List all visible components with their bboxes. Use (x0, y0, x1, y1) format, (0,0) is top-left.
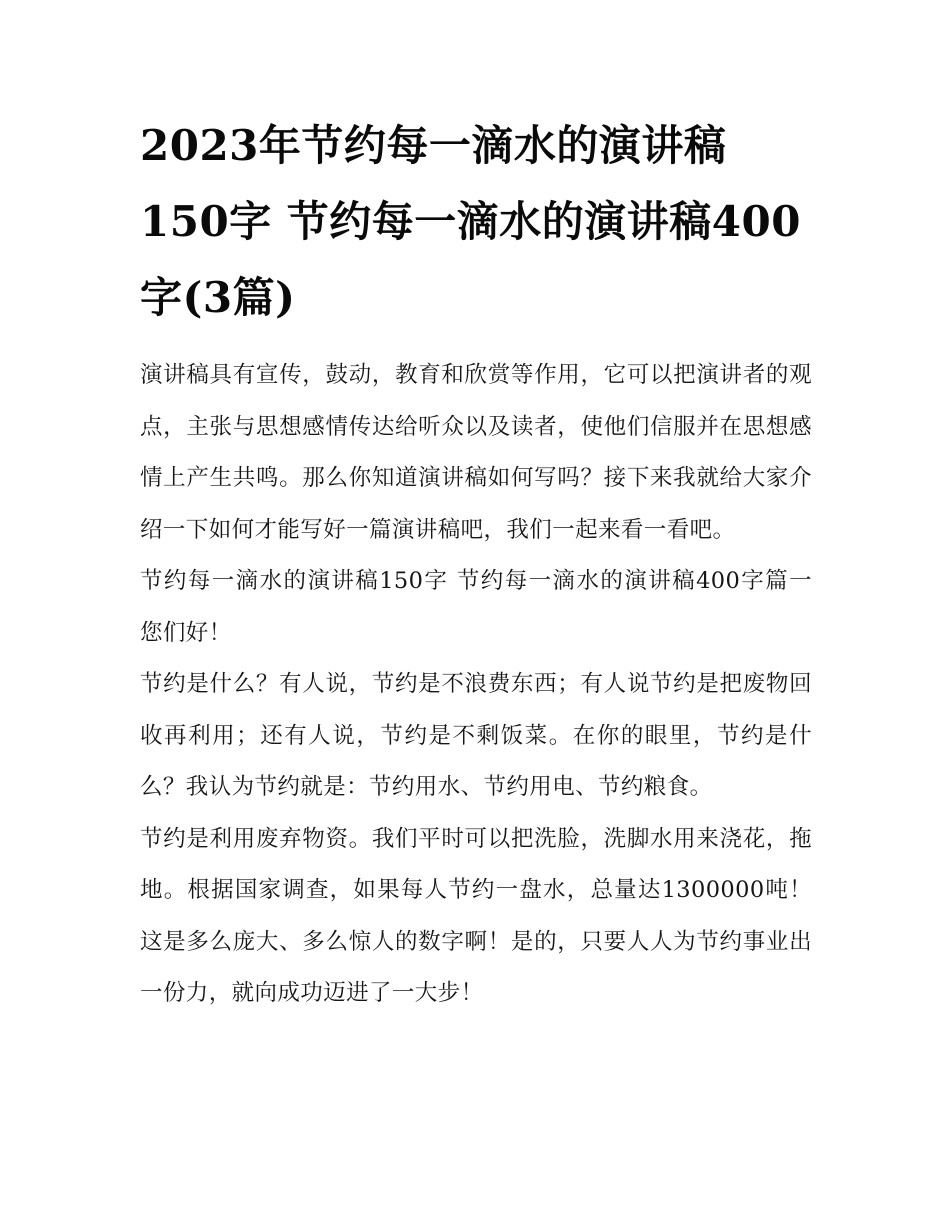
paragraph-what-is-saving: 节约是什么？有人说，节约是不浪费东西；有人说节约是把废物回收再利用；还有人说，节约是不剩饭菜。在你的眼里，节约是什么？我认为节约就是：节约用水、节约用电、节约粮食。 (140, 671, 812, 800)
paragraph-reuse-waste: 节约是利用废弃物资。我们平时可以把洗脸，洗脚水用来浇花，拖地。根据国家调查，如果每人节约一盘水，总量达1300000吨！这是多么庞大、多么惊人的数字啊！是的，只要人人为节约事业出一份力，就向成功迈进了一大步！ (140, 825, 812, 1006)
paragraph-section-heading: 节约每一滴水的演讲稿150字 节约每一滴水的演讲稿400字篇一 您们好！ (140, 568, 812, 646)
document-body (140, 350, 812, 1020)
document-title: 2023年节约每一滴水的演讲稿150字 节约每一滴水的演讲稿400字(3篇) (140, 121, 801, 322)
document-content (140, 108, 812, 1020)
paragraph-intro: 演讲稿具有宣传，鼓动，教育和欣赏等作用，它可以把演讲者的观点，主张与思想感情传达给听众以及读者，使他们信服并在思想感情上产生共鸣。那么你知道演讲稿如何写吗？接下来我就给大家介绍一下如何才能写好一篇演讲稿吧，我们一起来看一看吧。 (140, 362, 812, 543)
